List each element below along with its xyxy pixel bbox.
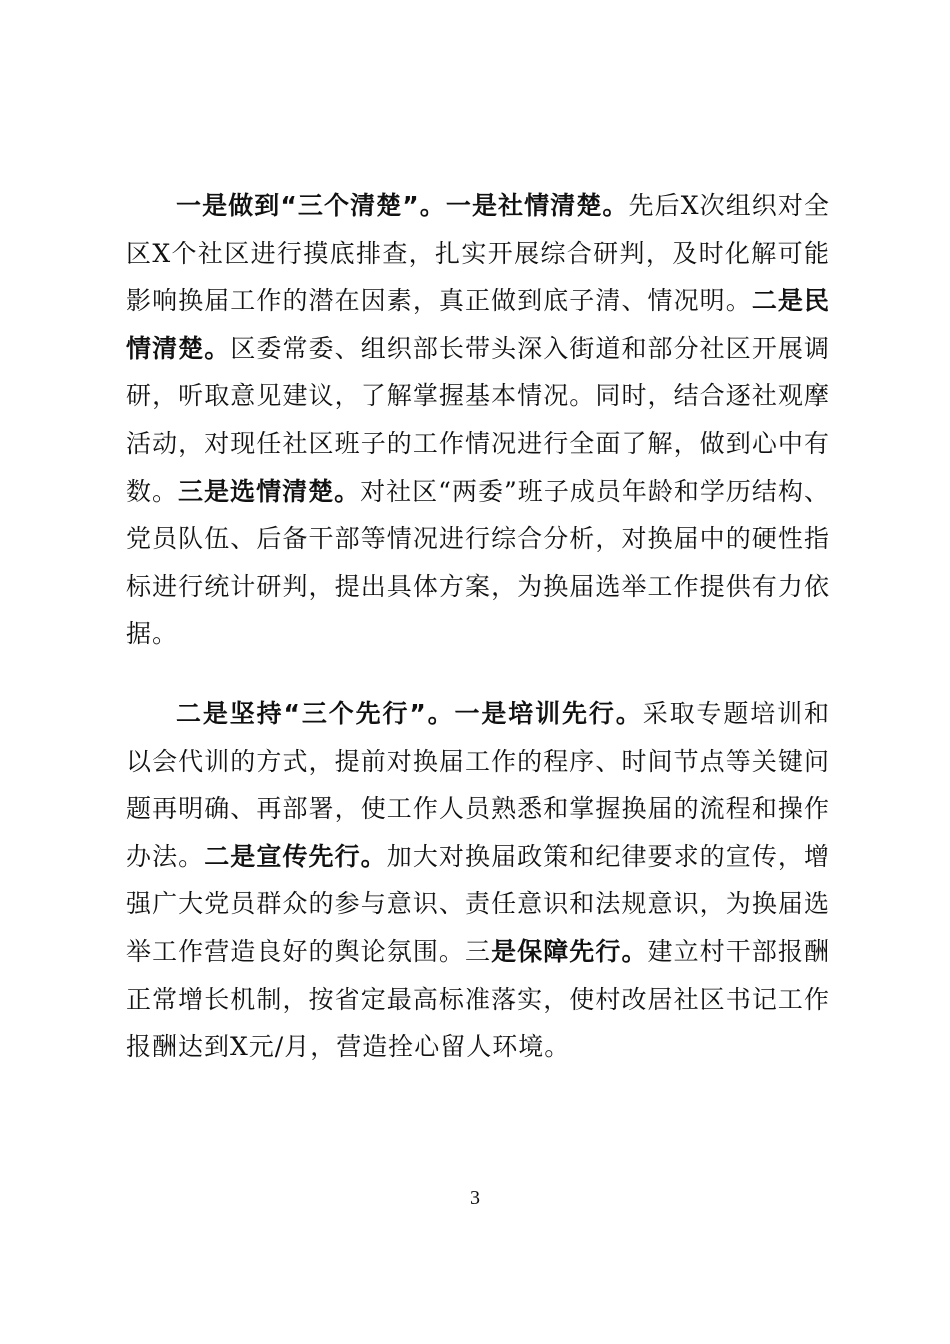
- subheading-community-situation: 一是社情清楚。: [445, 191, 629, 220]
- body-text-election-situation: 对社区“两委”班子成员年龄和学历结构、党员队伍、后备干部等情况进行综合分析，对换届中的硬性指标进行统计研判，提出具体方案，为换届选举工作提供有力依据。: [126, 476, 830, 649]
- subheading-guarantee-first: 是保障先行。: [491, 936, 648, 966]
- paragraph-three-clears: [126, 182, 830, 658]
- paragraph-three-firsts: [126, 690, 830, 1071]
- subheading-election-situation: 三是选情清楚。: [178, 476, 361, 506]
- body-text-community-situation: 先后X次组织对全区X个社区进行摸底排查，扎实开展综合研判，及时化解可能影响换届工作的潜在因素，真正做到底子清、情况明。: [126, 191, 830, 316]
- body-text-public-sentiment: 区委常委、组织部长带头深入街道和部分社区开展调研，听取意见建议，了解掌握基本情况。同时，结合逐社观摩活动，对现任社区班子的工作情况进行全面了解，做到心中有数。: [126, 333, 830, 506]
- subheading-training-first: 一是培训先行。: [454, 699, 643, 728]
- body-text-publicity-first: 加大对换届政策和纪律要求的宣传，增强广大党员群众的参与意识、责任意识和法规意识，为换届选举工作营造良好的舆论氛围。三: [126, 841, 830, 966]
- page-number: 3: [470, 1187, 480, 1209]
- subheading-public-sentiment: 二是民情清楚。: [126, 286, 830, 363]
- heading-three-firsts: 二是坚持“三个先行”。: [176, 699, 455, 728]
- body-text-training-first: 采取专题培训和以会代训的方式，提前对换届工作的程序、时间节点等关键问题再明确、再部署，使工作人员熟悉和掌握换届的流程和操作办法。: [126, 699, 830, 871]
- subheading-publicity-first: 二是宣传先行。: [204, 841, 387, 871]
- heading-three-clears: 一是做到“三个清楚”。: [176, 191, 446, 220]
- body-text-guarantee-first: 建立村干部报酬正常增长机制，按省定最高标准落实，使村改居社区书记工作报酬达到X元/月，营造拴心留人环境。: [126, 936, 830, 1062]
